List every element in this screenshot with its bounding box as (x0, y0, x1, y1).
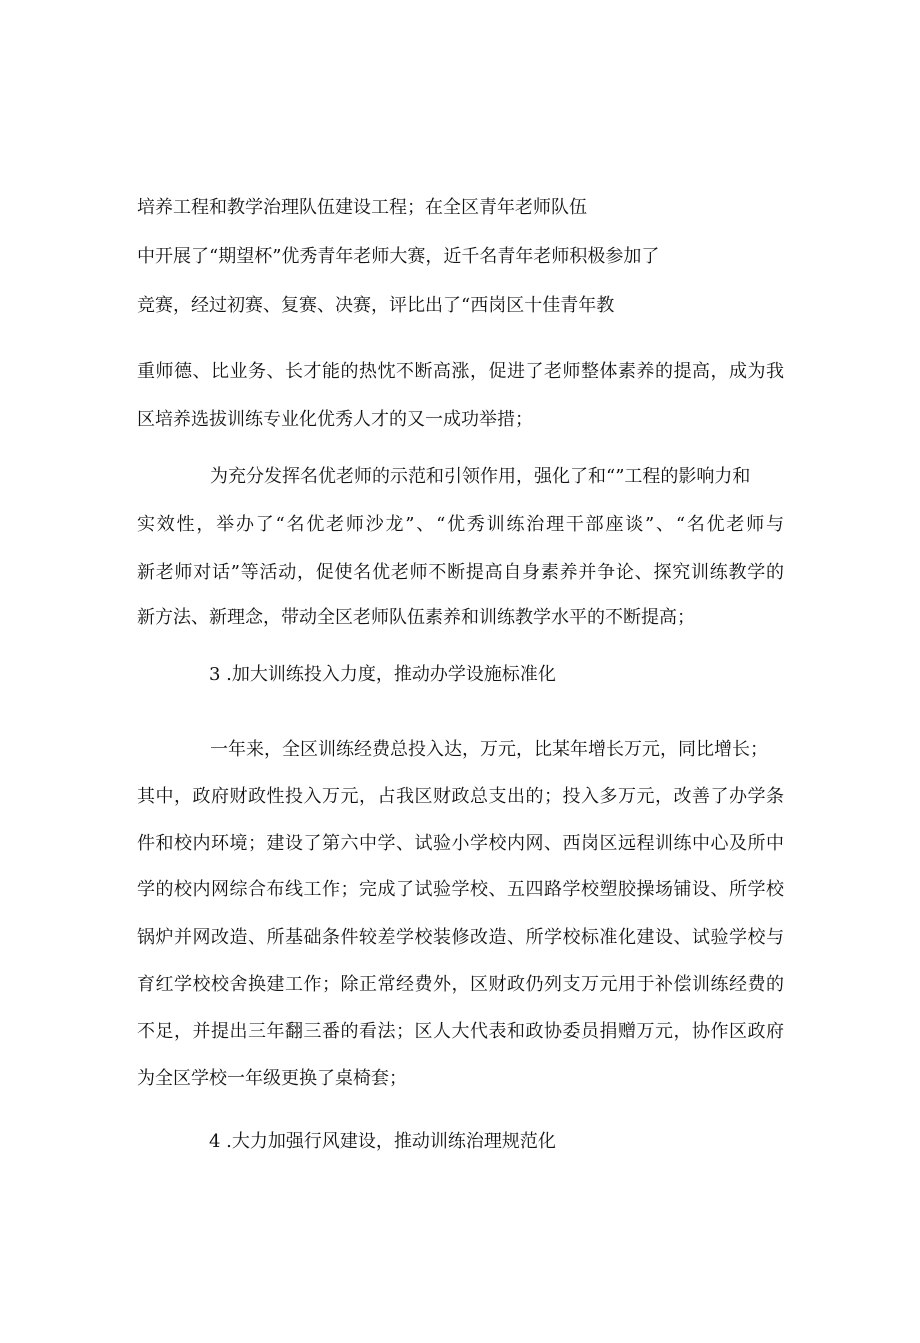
text-line: 其中，政府财政性投入万元，占我区财政总支出的；投入多万元，改善了办学条 (137, 786, 784, 807)
text-line: 培养工程和教学治理队伍建设工程；在全区青年老师队伍 (137, 197, 587, 218)
text-line: 一年来，全区训练经费总投入达，万元，比某年增长万元，同比增长； (210, 739, 768, 760)
text-line: 育红学校校舍换建工作；除正常经费外，区财政仍列支万元用于补偿训练经费的 (137, 974, 784, 995)
section-heading: 4 .大力加强行风建设，推动训练治理规范化 (209, 1131, 556, 1152)
text-line: 为充分发挥名优老师的示范和引领作用，强化了和“”工程的影响力和 (210, 466, 751, 487)
text-line: 区培养选拔训练专业化优秀人才的又一成功举措； (137, 409, 533, 430)
text-line: 锅炉并网改造、所基础条件较差学校装修改造、所学校标准化建设、试验学校与 (137, 927, 784, 948)
text-line: 中开展了“期望杯”优秀青年老师大赛，近千名青年老师积极参加了 (137, 246, 660, 267)
text-line: 新方法、新理念，带动全区老师队伍素养和训练教学水平的不断提高； (137, 607, 695, 628)
text-line: 新老师对话”等活动，促使名优老师不断提高自身素养并争论、探究训练教学的 (137, 562, 784, 583)
text-line: 重师德、比业务、长才能的热忱不断高涨，促进了老师整体素养的提高，成为我 (137, 361, 784, 382)
text-line: 学的校内网综合布线工作；完成了试验学校、五四路学校塑胶操场铺设、所学校 (137, 879, 784, 900)
section-heading: 3 .加大训练投入力度，推动办学设施标准化 (209, 664, 556, 685)
text-line: 为全区学校一年级更换了桌椅套； (137, 1068, 407, 1089)
text-line: 实效性，举办了“名优老师沙龙”、“优秀训练治理干部座谈”、“名优老师与 (137, 514, 784, 535)
text-line: 不足，并提出三年翻三番的看法；区人大代表和政协委员捐赠万元，协作区政府 (137, 1021, 784, 1042)
text-line: 竞赛，经过初赛、复赛、决赛，评比出了“西岗区十佳青年教 (137, 295, 615, 316)
text-line: 件和校内环境；建设了第六中学、试验小学校内网、西岗区远程训练中心及所中 (137, 833, 784, 854)
